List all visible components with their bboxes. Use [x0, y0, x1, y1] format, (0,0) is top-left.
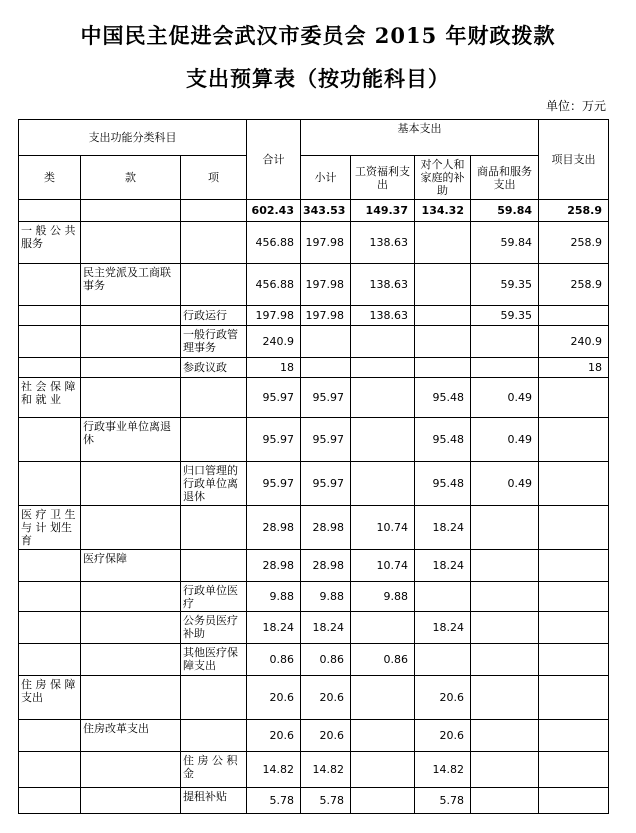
cell-total: 95.97	[247, 418, 301, 462]
cell-wage: 149.37	[351, 200, 415, 222]
cell-personal	[415, 222, 471, 264]
cell-project	[539, 506, 609, 550]
cell-xiang: 提租补贴	[181, 788, 247, 814]
cell-subtotal: 28.98	[301, 550, 351, 582]
cell-wage: 0.86	[351, 644, 415, 676]
cell-personal	[415, 582, 471, 612]
table-row	[19, 550, 609, 582]
cell-xiang: 一般行政管理事务	[181, 326, 247, 358]
cell-lei	[19, 612, 81, 644]
cell-total: 18	[247, 358, 301, 378]
cell-subtotal: 18.24	[301, 612, 351, 644]
cell-xiang	[181, 676, 247, 720]
cell-kuan	[81, 644, 181, 676]
cell-xiang: 其他医疗保障支出	[181, 644, 247, 676]
cell-goods	[471, 358, 539, 378]
table-row	[19, 418, 609, 462]
cell-project	[539, 550, 609, 582]
header-goods: 商品和服务支出	[471, 156, 539, 200]
cell-goods: 59.84	[471, 222, 539, 264]
cell-xiang: 归口管理的行政单位离退休	[181, 462, 247, 506]
table-row	[19, 788, 609, 814]
cell-personal: 20.6	[415, 676, 471, 720]
cell-kuan	[81, 612, 181, 644]
cell-total: 456.88	[247, 264, 301, 306]
cell-kuan	[81, 200, 181, 222]
cell-subtotal: 28.98	[301, 506, 351, 550]
cell-total: 197.98	[247, 306, 301, 326]
cell-lei	[19, 418, 81, 462]
cell-subtotal: 95.97	[301, 378, 351, 418]
cell-wage	[351, 378, 415, 418]
cell-goods: 59.35	[471, 306, 539, 326]
cell-lei	[19, 306, 81, 326]
cell-kuan	[81, 326, 181, 358]
cell-lei	[19, 644, 81, 676]
cell-xiang	[181, 222, 247, 264]
cell-subtotal: 197.98	[301, 264, 351, 306]
cell-wage	[351, 418, 415, 462]
cell-goods	[471, 582, 539, 612]
cell-subtotal: 9.88	[301, 582, 351, 612]
cell-project: 258.9	[539, 200, 609, 222]
cell-personal	[415, 306, 471, 326]
cell-kuan	[81, 378, 181, 418]
cell-subtotal: 95.97	[301, 418, 351, 462]
table-row	[19, 222, 609, 264]
report-title-line1: 中国民主促进会武汉市委员会 2015 年财政拨款	[80, 23, 556, 48]
cell-project	[539, 788, 609, 814]
cell-subtotal: 5.78	[301, 788, 351, 814]
cell-goods: 0.49	[471, 462, 539, 506]
cell-wage	[351, 358, 415, 378]
cell-project	[539, 378, 609, 418]
cell-personal: 95.48	[415, 378, 471, 418]
cell-wage	[351, 326, 415, 358]
cell-project	[539, 720, 609, 752]
cell-subtotal: 197.98	[301, 306, 351, 326]
cell-goods	[471, 644, 539, 676]
table-row	[19, 506, 609, 550]
cell-goods	[471, 752, 539, 788]
table-row	[19, 358, 609, 378]
cell-goods: 0.49	[471, 378, 539, 418]
cell-subtotal	[301, 358, 351, 378]
cell-subtotal: 197.98	[301, 222, 351, 264]
cell-wage	[351, 676, 415, 720]
cell-lei	[19, 326, 81, 358]
header-row-1	[19, 120, 609, 156]
cell-xiang: 行政运行	[181, 306, 247, 326]
cell-total: 240.9	[247, 326, 301, 358]
cell-subtotal: 14.82	[301, 752, 351, 788]
table-row	[19, 612, 609, 644]
cell-lei	[19, 788, 81, 814]
cell-personal: 18.24	[415, 506, 471, 550]
header-lei: 类	[19, 156, 81, 200]
cell-total: 28.98	[247, 550, 301, 582]
cell-project	[539, 752, 609, 788]
header-wage: 工资福利支出	[351, 156, 415, 200]
cell-goods	[471, 612, 539, 644]
cell-subtotal: 343.53	[301, 200, 351, 222]
cell-xiang: 公务员医疗补助	[181, 612, 247, 644]
cell-wage	[351, 788, 415, 814]
cell-lei: 住 房 保 障支出	[19, 676, 81, 720]
report-title-line2: 支出预算表（按功能科目）	[186, 66, 450, 91]
cell-total: 9.88	[247, 582, 301, 612]
cell-xiang	[181, 506, 247, 550]
cell-project: 18	[539, 358, 609, 378]
cell-subtotal	[301, 326, 351, 358]
cell-total: 602.43	[247, 200, 301, 222]
cell-goods	[471, 506, 539, 550]
cell-personal: 14.82	[415, 752, 471, 788]
cell-project	[539, 582, 609, 612]
budget-table	[18, 119, 609, 814]
cell-goods	[471, 676, 539, 720]
table-row	[19, 462, 609, 506]
header-row-2	[19, 156, 609, 200]
table-row	[19, 644, 609, 676]
cell-wage: 138.63	[351, 222, 415, 264]
cell-personal: 134.32	[415, 200, 471, 222]
cell-lei	[19, 550, 81, 582]
cell-kuan	[81, 788, 181, 814]
cell-kuan	[81, 222, 181, 264]
cell-project	[539, 612, 609, 644]
table-row	[19, 582, 609, 612]
cell-kuan	[81, 306, 181, 326]
table-row	[19, 306, 609, 326]
cell-subtotal: 0.86	[301, 644, 351, 676]
cell-project	[539, 418, 609, 462]
cell-lei	[19, 720, 81, 752]
cell-project	[539, 644, 609, 676]
cell-personal: 95.48	[415, 418, 471, 462]
cell-goods: 59.35	[471, 264, 539, 306]
cell-total: 5.78	[247, 788, 301, 814]
cell-personal: 18.24	[415, 612, 471, 644]
cell-kuan: 住房改革支出	[81, 720, 181, 752]
cell-total: 28.98	[247, 506, 301, 550]
header-subtotal: 小计	[301, 156, 351, 200]
cell-subtotal: 20.6	[301, 676, 351, 720]
cell-xiang	[181, 418, 247, 462]
table-row	[19, 720, 609, 752]
cell-lei	[19, 200, 81, 222]
cell-lei: 社 会 保 障 和 就 业	[19, 378, 81, 418]
cell-total: 20.6	[247, 720, 301, 752]
cell-project	[539, 462, 609, 506]
unit-label: 单位：万元	[545, 99, 606, 113]
cell-kuan: 民主党派及工商联事务	[81, 264, 181, 306]
header-category-group: 支出功能分类科目	[19, 120, 247, 156]
table-row	[19, 378, 609, 418]
cell-wage: 9.88	[351, 582, 415, 612]
cell-project: 258.9	[539, 264, 609, 306]
cell-xiang: 行政单位医疗	[181, 582, 247, 612]
cell-project: 240.9	[539, 326, 609, 358]
cell-xiang	[181, 550, 247, 582]
cell-wage	[351, 720, 415, 752]
cell-total: 14.82	[247, 752, 301, 788]
cell-kuan	[81, 676, 181, 720]
cell-total: 18.24	[247, 612, 301, 644]
cell-kuan	[81, 582, 181, 612]
cell-personal: 95.48	[415, 462, 471, 506]
cell-personal: 18.24	[415, 550, 471, 582]
table-row	[19, 200, 609, 222]
cell-kuan	[81, 752, 181, 788]
cell-lei: 医 疗 卫 生 与 计 划生育	[19, 506, 81, 550]
cell-goods	[471, 326, 539, 358]
cell-kuan: 行政事业单位离退休	[81, 418, 181, 462]
cell-kuan	[81, 358, 181, 378]
cell-xiang	[181, 720, 247, 752]
cell-lei	[19, 264, 81, 306]
header-project: 项目支出	[539, 120, 609, 200]
header-xiang: 项	[181, 156, 247, 200]
cell-subtotal: 20.6	[301, 720, 351, 752]
cell-project	[539, 306, 609, 326]
cell-goods: 59.84	[471, 200, 539, 222]
table-row	[19, 264, 609, 306]
cell-lei: 一 般 公 共服务	[19, 222, 81, 264]
cell-kuan	[81, 506, 181, 550]
cell-personal	[415, 644, 471, 676]
cell-personal	[415, 358, 471, 378]
cell-wage: 138.63	[351, 306, 415, 326]
header-personal: 对个人和家庭的补助	[415, 156, 471, 200]
cell-personal	[415, 264, 471, 306]
cell-project	[539, 676, 609, 720]
cell-subtotal: 95.97	[301, 462, 351, 506]
cell-total: 0.86	[247, 644, 301, 676]
cell-project: 258.9	[539, 222, 609, 264]
cell-wage: 138.63	[351, 264, 415, 306]
cell-wage	[351, 752, 415, 788]
cell-xiang	[181, 378, 247, 418]
cell-wage: 10.74	[351, 506, 415, 550]
cell-wage	[351, 462, 415, 506]
cell-personal	[415, 326, 471, 358]
cell-lei	[19, 358, 81, 378]
cell-total: 20.6	[247, 676, 301, 720]
cell-goods: 0.49	[471, 418, 539, 462]
header-total: 合计	[247, 120, 301, 200]
cell-lei	[19, 462, 81, 506]
cell-goods	[471, 550, 539, 582]
cell-goods	[471, 788, 539, 814]
cell-total: 95.97	[247, 378, 301, 418]
cell-goods	[471, 720, 539, 752]
cell-kuan: 医疗保障	[81, 550, 181, 582]
cell-xiang: 参政议政	[181, 358, 247, 378]
header-basic-group: 基本支出	[301, 120, 539, 156]
cell-total: 456.88	[247, 222, 301, 264]
table-row	[19, 676, 609, 720]
cell-personal: 5.78	[415, 788, 471, 814]
cell-xiang	[181, 200, 247, 222]
cell-xiang: 住 房 公 积金	[181, 752, 247, 788]
cell-lei	[19, 582, 81, 612]
cell-wage	[351, 612, 415, 644]
table-row	[19, 752, 609, 788]
header-kuan: 款	[81, 156, 181, 200]
table-row	[19, 326, 609, 358]
cell-kuan	[81, 462, 181, 506]
cell-wage: 10.74	[351, 550, 415, 582]
cell-xiang	[181, 264, 247, 306]
cell-total: 95.97	[247, 462, 301, 506]
cell-personal: 20.6	[415, 720, 471, 752]
cell-lei	[19, 752, 81, 788]
